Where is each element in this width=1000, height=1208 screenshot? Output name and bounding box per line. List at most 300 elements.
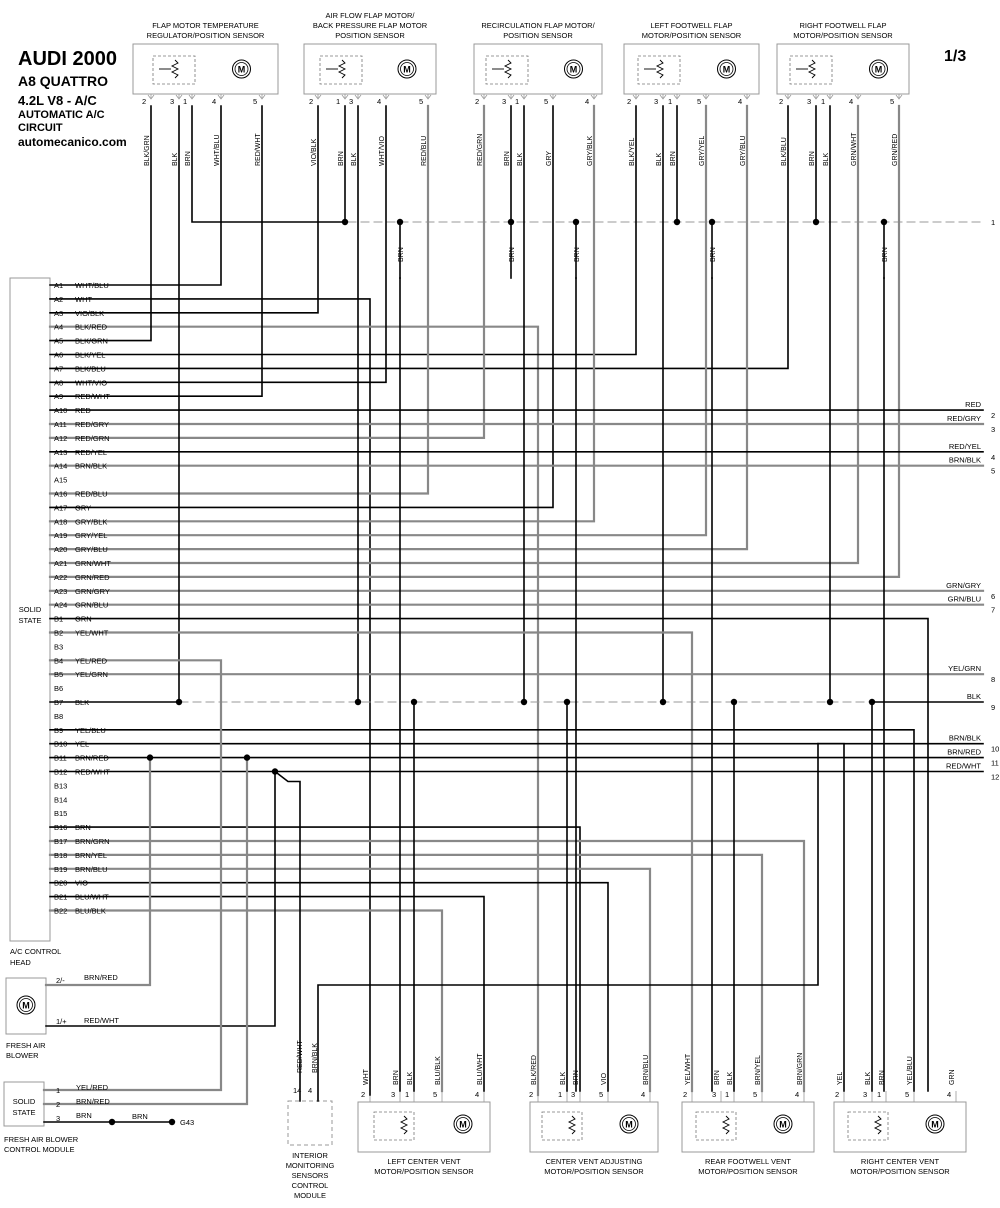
control-pin-number: B16	[54, 823, 68, 833]
pin-number: 1/+	[56, 1017, 67, 1026]
control-pin-wire-label: GRY/BLK	[75, 517, 108, 527]
pin-number: 1	[56, 1086, 61, 1095]
wire-color-label: RED/WHT	[84, 1016, 119, 1025]
wire-color-label: BLK/YEL	[629, 137, 636, 166]
control-pin-wire-label: BRN	[75, 823, 91, 833]
bottom-component-box	[682, 1102, 814, 1152]
control-pin-number: B7	[54, 698, 64, 707]
control-pin-number: A23	[54, 586, 68, 596]
ref-number: 8	[991, 675, 996, 685]
control-pin-number: A9	[54, 392, 64, 402]
control-pin-wire-label: BLK/RED	[75, 322, 108, 332]
module-name: MODULE	[293, 1191, 327, 1200]
splice-dot	[355, 699, 361, 705]
control-pin-number: A10	[54, 406, 68, 416]
wire-color-label: RED/GRN	[477, 133, 484, 166]
engine-label: 4.2L V8 - A/C	[18, 93, 97, 108]
component-title: RIGHT FOOTWELL FLAP	[799, 21, 887, 30]
component-title: REAR FOOTWELL VENT	[705, 1157, 791, 1166]
wire-color-label: GRN	[949, 1069, 956, 1085]
pin-number: 3	[170, 97, 175, 106]
wire-WHT	[50, 327, 538, 1095]
module-name: SENSORS	[291, 1171, 329, 1180]
control-pin-number: A6	[54, 350, 64, 360]
control-pin-wire-label: YEL/WHT	[75, 628, 109, 638]
control-pin-wire-label: BRN/BLK	[75, 461, 108, 471]
wire-color-label: VIO	[601, 1072, 608, 1085]
pin-number: 2	[56, 1100, 61, 1109]
wire-run	[50, 106, 151, 341]
component-title: MOTOR/POSITION SENSOR	[793, 31, 893, 40]
splice-dot	[508, 219, 514, 225]
pin-number: 4	[947, 1090, 952, 1099]
wire-color-label: BRN	[573, 1070, 580, 1085]
control-pin-wire-label: RED	[75, 406, 91, 416]
control-pin-number: B22	[54, 906, 68, 916]
control-pin-number: A2	[54, 294, 64, 304]
control-pin-wire-label: GRN/WHT	[75, 559, 111, 568]
control-pin-number: A3	[54, 308, 64, 318]
wire-color-label: BRN	[504, 151, 511, 166]
pin-number: 4	[308, 1086, 313, 1095]
wire-run	[50, 106, 899, 577]
splice-dot	[674, 219, 680, 225]
component-title: BACK PRESSURE FLAP MOTOR	[312, 21, 428, 30]
ref-number: 2	[991, 411, 996, 421]
ref-number: 7	[991, 605, 996, 615]
wire-color-label: GRY	[546, 150, 553, 166]
wire-color-label: GRN/WHT	[851, 132, 858, 166]
pin-number: 3	[56, 1114, 61, 1123]
wire-brn-blk	[318, 744, 818, 1101]
control-pin-wire-label: RED/WHT	[75, 767, 110, 777]
ref-wire-label: RED/GRY	[946, 414, 981, 423]
wire-color-label: BLU/WHT	[477, 1053, 484, 1085]
pin-number: 1	[183, 97, 188, 106]
control-pin-wire-label: WHT	[75, 294, 93, 304]
wire-color-label: BLK	[517, 152, 524, 166]
pin-number: 1	[515, 97, 520, 106]
control-pin-number: B10	[54, 739, 68, 749]
control-pin-number: B19	[54, 864, 68, 874]
component-title: RIGHT CENTER VENT	[860, 1157, 940, 1166]
control-pin-number: B9	[54, 725, 64, 735]
control-pin-wire-label: BLK	[75, 698, 90, 707]
splice-dot	[342, 219, 348, 225]
pin-number: 2	[309, 97, 314, 106]
control-pin-number: B14	[54, 795, 68, 805]
motor-icon-label: M	[569, 64, 578, 75]
pin-number: 1	[668, 97, 673, 106]
pin-number: 2	[683, 1090, 688, 1099]
control-pin-wire-label: WHT/BLU	[75, 281, 109, 290]
wire-color-label: BRN	[714, 1070, 721, 1085]
wire-color-label: BRN	[398, 247, 405, 262]
splice-dot	[176, 699, 182, 705]
control-pin-number: A16	[54, 489, 68, 499]
control-pin-wire-label: YEL/BLU	[75, 725, 106, 735]
wire-color-label: BRN	[879, 1070, 886, 1085]
pin-number: 5	[253, 97, 258, 106]
wire-color-label: BRN	[809, 151, 816, 166]
wire-run	[50, 744, 844, 1091]
control-pin-wire-label: RED/YEL	[75, 447, 108, 457]
circuit-label-2: CIRCUIT	[18, 122, 63, 134]
control-head-name: A/C CONTROL	[10, 947, 62, 956]
pin-number: 2	[627, 97, 632, 106]
pin-number: 2	[142, 97, 147, 106]
wire-color-label: BLU/BLK	[435, 1056, 442, 1085]
ref-number: 4	[991, 452, 996, 462]
component-title: POSITION SENSOR	[335, 31, 405, 40]
control-pin-wire-label: BRN/RED	[75, 753, 109, 763]
motor-icon-label: M	[237, 64, 246, 75]
diagram-title: AUDI 2000	[18, 48, 117, 70]
control-pin-wire-label: BLK/YEL	[75, 350, 106, 360]
control-pin-number: B15	[54, 809, 68, 819]
pin-number: 3	[571, 1090, 576, 1099]
wire-color-label: BRN/RED	[76, 1097, 110, 1106]
splice-dot	[397, 219, 403, 225]
control-head-name: HEAD	[10, 958, 31, 967]
pin-number: 1	[336, 97, 341, 106]
ref-number: 3	[991, 425, 996, 434]
ref-wire-label: RED/WHT	[946, 761, 981, 771]
wire-color-label: BRN	[132, 1112, 148, 1121]
control-pin-number: A7	[54, 364, 64, 374]
control-pin-wire-label: YEL/GRN	[75, 670, 108, 680]
pin-number: 5	[697, 97, 702, 106]
top-component-box	[133, 44, 278, 94]
wire-color-label: BLK/GRN	[144, 135, 151, 166]
control-pin-wire-label: BLU/BLK	[75, 906, 106, 916]
control-pin-number: A4	[54, 322, 64, 332]
control-pin-wire-label: BLK/BLU	[75, 364, 106, 374]
wire-color-label: BRN	[393, 1070, 400, 1085]
pin-number: 2	[835, 1090, 840, 1099]
splice-dot	[813, 219, 819, 225]
interior-module-box	[288, 1101, 332, 1145]
splice-dot	[827, 699, 833, 705]
wire-color-label: BRN/BLK	[312, 1043, 319, 1073]
component-title: REGULATOR/POSITION SENSOR	[146, 31, 265, 40]
wire-color-label: BRN	[574, 247, 581, 262]
control-pin-wire-label: GRY/YEL	[75, 531, 108, 541]
circuit-label: AUTOMATIC A/C	[18, 109, 105, 121]
wire-color-label: WHT/VIO	[379, 136, 386, 166]
control-pin-number: B11	[54, 753, 67, 763]
pin-number: 5	[890, 97, 895, 106]
control-pin-wire-label: GRY	[75, 503, 92, 513]
control-pin-number: A18	[54, 517, 68, 527]
bottom-component-box	[530, 1102, 658, 1152]
component-title: RECIRCULATION FLAP MOTOR/	[481, 21, 595, 30]
wire-color-label: BLK	[407, 1071, 414, 1085]
pin-number: 4	[641, 1090, 646, 1099]
motor-icon-label: M	[403, 64, 411, 75]
wire-color-label: BLK	[656, 152, 663, 166]
control-head-label: STATE	[18, 616, 42, 625]
pin-number: 4	[475, 1090, 480, 1099]
motor-icon-label: M	[874, 64, 883, 75]
component-title: MOTOR/POSITION SENSOR	[544, 1167, 644, 1176]
component-title: LEFT CENTER VENT	[387, 1157, 461, 1166]
splice-dot	[573, 219, 579, 225]
control-pin-wire-label: GRN/GRY	[75, 586, 110, 596]
wire-color-label: YEL/BLU	[907, 1056, 914, 1085]
splice-dot	[521, 699, 527, 705]
pin-number: 3	[807, 97, 812, 106]
wire-color-label: GRY/BLK	[587, 135, 594, 166]
control-pin-number: A12	[54, 433, 68, 443]
control-pin-number: B6	[54, 684, 64, 694]
pin-number: 3	[863, 1090, 868, 1099]
control-pin-number: B1	[54, 614, 64, 624]
ref-wire-label: BRN/BLK	[948, 455, 981, 465]
control-pin-number: A21	[54, 559, 68, 568]
wire-run	[50, 106, 484, 438]
blower-name: FRESH AIR	[6, 1041, 46, 1050]
component-title: FLAP MOTOR TEMPERATURE	[152, 21, 259, 30]
control-pin-wire-label: BRN/GRN	[75, 837, 110, 846]
pin-number: 1	[821, 97, 826, 106]
wire-color-label: BRN/RED	[84, 973, 118, 982]
control-pin-wire-label: WHT/VIO	[75, 378, 108, 388]
module-name: CONTROL MODULE	[4, 1145, 75, 1154]
ref-number: 10	[991, 744, 1000, 754]
control-pin-wire-label: GRN/BLU	[75, 600, 109, 610]
wire-color-label: GRY/YEL	[699, 135, 706, 166]
splice-dot	[709, 219, 715, 225]
component-title: POSITION SENSOR	[503, 31, 573, 40]
wire-color-label: BLK	[560, 1071, 567, 1085]
pin-number: 3	[349, 97, 354, 106]
control-pin-number: B20	[54, 878, 68, 888]
control-pin-number: B18	[54, 850, 68, 860]
wire-color-label: GRN/RED	[892, 133, 899, 166]
pin-number: 3	[502, 97, 507, 106]
pin-number: 2/-	[56, 976, 65, 985]
control-pin-number: B12	[54, 767, 68, 777]
splice-dot	[731, 699, 737, 705]
control-pin-number: B13	[54, 781, 68, 791]
splice-dot	[881, 219, 887, 225]
control-pin-wire-label: YEL/RED	[75, 656, 108, 666]
pin-number: 2	[361, 1090, 366, 1099]
ref-number: 6	[991, 591, 996, 601]
component-title: MOTOR/POSITION SENSOR	[850, 1167, 950, 1176]
control-pin-number: B5	[54, 670, 64, 680]
control-pin-wire-label: RED/BLU	[75, 489, 108, 499]
wire-color-label: BRN	[509, 247, 516, 262]
control-pin-number: A13	[54, 447, 68, 457]
pin-number: 3	[712, 1090, 717, 1099]
ref-wire-label: GRN/BLU	[947, 594, 981, 604]
ground-label: G43	[180, 1118, 195, 1127]
ground-point	[169, 1119, 175, 1125]
wire-color-label: RED/WHT	[297, 1040, 304, 1073]
wire-run	[50, 897, 484, 1091]
motor-icon-label: M	[625, 1119, 633, 1130]
motor-icon-label: M	[722, 64, 731, 75]
control-pin-wire-label: BRN/YEL	[75, 850, 108, 860]
motor-icon-label: M	[931, 1119, 939, 1130]
pin-number: 4	[738, 97, 743, 106]
wire-run	[50, 855, 762, 1091]
control-pin-wire-label: YEL	[75, 739, 90, 749]
module-name: FRESH AIR BLOWER	[4, 1135, 79, 1144]
wire-run	[50, 883, 608, 1091]
motor-icon-label: M	[22, 1000, 30, 1011]
control-pin-number: B21	[54, 892, 68, 902]
control-pin-wire-label: GRN/RED	[75, 572, 110, 582]
page-number: 1/3	[944, 48, 967, 65]
pin-number: 5	[599, 1090, 604, 1099]
module-label: SOLID	[12, 1097, 36, 1106]
component-title: CENTER VENT ADJUSTING	[545, 1157, 643, 1166]
wire-color-label: BRN	[76, 1111, 92, 1120]
model-label: A8 QUATTRO	[18, 73, 108, 89]
wire-color-label: BLK/RED	[531, 1055, 538, 1085]
wire-color-label: RED/BLU	[421, 135, 428, 166]
pin-number: 4	[377, 97, 382, 106]
control-pin-wire-label: BRN/BLU	[75, 864, 108, 874]
control-pin-number: A17	[54, 503, 68, 513]
wire-color-label: BLK/BLU	[781, 137, 788, 166]
component-title: AIR FLOW FLAP MOTOR/	[325, 11, 415, 20]
wire-run	[50, 106, 706, 535]
wire-color-label: BLK	[823, 152, 830, 166]
control-pin-number: A15	[54, 475, 68, 485]
wire-run	[50, 106, 594, 521]
wire-color-label: BRN	[185, 151, 192, 166]
pin-number: 5	[753, 1090, 758, 1099]
wire-color-label: YEL/WHT	[685, 1053, 692, 1085]
ref-number: 1	[991, 218, 996, 227]
pin-number: 2	[779, 97, 784, 106]
ref-wire-label: RED	[965, 400, 981, 410]
splice-dot	[411, 699, 417, 705]
wire-color-label: YEL	[837, 1071, 844, 1085]
wire-color-label: GRY/BLU	[740, 135, 747, 166]
pin-number: 5	[544, 97, 549, 106]
ref-wire-label: BLK	[966, 692, 981, 701]
control-pin-wire-label: BLK/GRN	[75, 336, 108, 346]
splice-dot	[869, 699, 875, 705]
control-pin-wire-label: RED/GRN	[75, 433, 110, 443]
pin-number: 5	[905, 1090, 910, 1099]
wire-color-label: RED/WHT	[255, 133, 262, 166]
splice-dot	[109, 1119, 115, 1125]
ref-wire-label: GRN/GRY	[946, 580, 981, 590]
ref-number: 5	[991, 466, 996, 476]
wire-color-label: BRN/YEL	[755, 1055, 762, 1085]
control-pin-number: A1	[54, 281, 64, 290]
ref-wire-label: RED/YEL	[948, 441, 981, 451]
control-pin-number: A19	[54, 531, 68, 541]
pin-number: 1	[558, 1090, 563, 1099]
pin-number: 4	[849, 97, 854, 106]
pin-number: 4	[212, 97, 217, 106]
bottom-component-box	[834, 1102, 966, 1152]
control-pin-number: A20	[54, 545, 68, 555]
control-pin-number: B4	[54, 656, 64, 666]
pin-number: 4	[585, 97, 590, 106]
wire-color-label: VIO/BLK	[311, 138, 318, 166]
ref-wire-label: YEL/GRN	[948, 664, 981, 674]
control-pin-number: B3	[54, 642, 64, 652]
control-head-label: SOLID	[18, 605, 42, 614]
control-pin-wire-label: BLU/WHT	[75, 892, 109, 902]
module-name: MONITORING	[285, 1161, 335, 1170]
wire-color-label: BLK	[865, 1071, 872, 1085]
pin-number: 5	[419, 97, 424, 106]
control-pin-wire-label: RED/WHT	[75, 392, 110, 402]
wire-color-label: BRN/GRN	[797, 1052, 804, 1085]
component-title: MOTOR/POSITION SENSOR	[374, 1167, 474, 1176]
component-title: LEFT FOOTWELL FLAP	[650, 21, 733, 30]
wire-color-label: BRN	[338, 151, 345, 166]
control-pin-number: B2	[54, 628, 64, 638]
motor-icon-label: M	[459, 1119, 467, 1130]
splice-dot	[660, 699, 666, 705]
wire-brn-red	[44, 758, 247, 1104]
pin-number: 1	[725, 1090, 730, 1099]
pin-number: 1	[405, 1090, 410, 1099]
splice-dot	[564, 699, 570, 705]
module-name: CONTROL	[291, 1181, 329, 1190]
control-pin-wire-label: VIO/BLK	[75, 308, 105, 318]
control-pin-number: A8	[54, 378, 64, 388]
control-pin-number: A5	[54, 336, 64, 346]
wire-color-label: BRN	[710, 247, 717, 262]
wire-color-label: WHT/BLU	[214, 134, 221, 166]
control-pin-number: A24	[54, 600, 68, 610]
module-name: INTERIOR	[292, 1151, 328, 1160]
ref-number: 12	[991, 772, 1000, 782]
ref-number: 11	[991, 758, 999, 768]
splice-dot	[244, 754, 250, 760]
control-pin-wire-label: RED/GRY	[75, 420, 110, 429]
wire-color-label: BRN	[882, 247, 889, 262]
wire-color-label: BRN	[670, 151, 677, 166]
wire-color-label: BRN/BLU	[643, 1054, 650, 1085]
wire-color-label: BLK	[351, 152, 358, 166]
splice-dot	[272, 768, 278, 774]
control-pin-wire-label: VIO	[75, 878, 88, 888]
control-pin-wire-label: GRN	[75, 614, 92, 624]
motor-icon-label: M	[779, 1119, 787, 1130]
ref-wire-label: BRN/BLK	[948, 733, 981, 743]
wire-run	[50, 106, 636, 355]
ref-number: 9	[991, 703, 996, 712]
wire-color-label: BLK	[172, 152, 179, 166]
wire-run	[50, 869, 650, 1091]
module-label: STATE	[12, 1108, 36, 1117]
control-pin-number: B8	[54, 711, 64, 721]
blower-name: BLOWER	[6, 1051, 39, 1060]
pin-number: 5	[433, 1090, 438, 1099]
control-pin-number: A22	[54, 572, 68, 582]
ref-wire-label: BRN/RED	[947, 747, 981, 757]
wire-color-label: YEL/RED	[76, 1083, 109, 1092]
pin-number: 2	[529, 1090, 534, 1099]
wire-color-label: WHT	[363, 1069, 370, 1085]
wire-run	[50, 106, 221, 285]
control-pin-number: A11	[54, 420, 67, 429]
pin-number: 4	[795, 1090, 800, 1099]
pin-number: 3	[391, 1090, 396, 1099]
